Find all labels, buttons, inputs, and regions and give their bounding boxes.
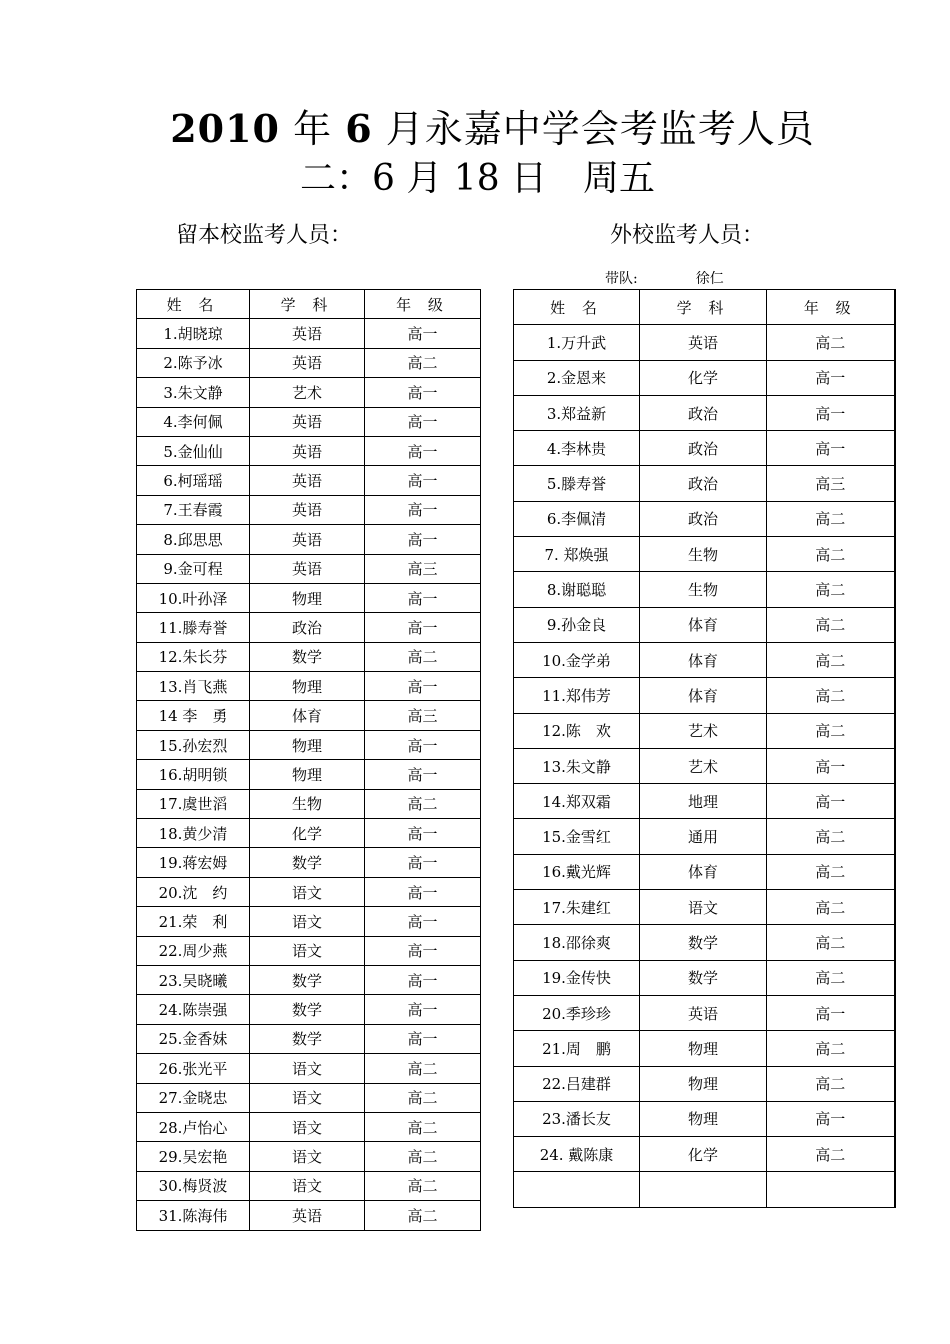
grade-cell: 高一 [767, 360, 895, 395]
team-leader-label: 带队: [605, 271, 638, 287]
subject-cell: 英语 [250, 319, 365, 348]
name-cell: 22.周少燕 [137, 936, 250, 965]
table-row [514, 854, 895, 889]
table-row [514, 1101, 895, 1136]
table-row [137, 378, 481, 407]
grade-cell: 高二 [767, 572, 895, 607]
name-cell: 6.柯瑶瑶 [137, 466, 250, 495]
grade-cell: 高二 [365, 1054, 481, 1083]
subject-cell: 英语 [250, 348, 365, 377]
grade-cell: 高二 [767, 325, 895, 360]
table-row [514, 466, 895, 501]
subject-cell: 英语 [640, 995, 767, 1030]
subject-cell: 数学 [250, 995, 365, 1024]
name-cell: 12.陈 欢 [514, 713, 640, 748]
grade-cell: 高一 [767, 748, 895, 783]
name-cell: 2.陈予冰 [137, 348, 250, 377]
column-header: 姓 名 [514, 290, 640, 325]
subject-cell: 生物 [640, 537, 767, 572]
subject-cell: 语文 [250, 877, 365, 906]
column-header: 年 级 [767, 290, 895, 325]
name-cell: 17.朱建红 [514, 890, 640, 925]
table-row [137, 554, 481, 583]
table-row [137, 436, 481, 465]
name-cell: 3.朱文静 [137, 378, 250, 407]
subject-cell: 数学 [250, 1024, 365, 1053]
subject-cell: 政治 [640, 431, 767, 466]
table-row [137, 525, 481, 554]
grade-cell: 高二 [767, 713, 895, 748]
subject-cell: 数学 [250, 848, 365, 877]
title-part1: 年 [293, 107, 333, 151]
table-row [137, 495, 481, 524]
name-cell: 10.叶孙泽 [137, 583, 250, 612]
name-cell: 26.张光平 [137, 1054, 250, 1083]
grade-cell: 高二 [767, 1137, 895, 1172]
name-cell: 10.金学弟 [514, 642, 640, 677]
grade-cell: 高二 [767, 819, 895, 854]
grade-cell: 高一 [365, 613, 481, 642]
subject-cell: 体育 [250, 701, 365, 730]
table-row [514, 642, 895, 677]
title-month: 6 [345, 106, 373, 151]
table-row [137, 672, 481, 701]
name-cell: 22.吕建群 [514, 1066, 640, 1101]
local-proctors-table [136, 289, 481, 1231]
grade-cell: 高二 [767, 642, 895, 677]
grade-cell: 高二 [365, 642, 481, 671]
subject-cell: 生物 [250, 789, 365, 818]
name-cell: 9.金可程 [137, 554, 250, 583]
column-header: 年 级 [365, 290, 481, 319]
grade-cell: 高一 [365, 936, 481, 965]
table-row [514, 431, 895, 466]
subject-cell: 物理 [640, 1031, 767, 1066]
name-cell: 21.荣 利 [137, 907, 250, 936]
grade-cell: 高三 [365, 701, 481, 730]
subject-cell: 英语 [250, 466, 365, 495]
title-part2: 月永嘉中学会考监考人员 [385, 107, 815, 151]
subject-cell: 数学 [250, 642, 365, 671]
table-row [514, 607, 895, 642]
name-cell: 23.潘长友 [514, 1101, 640, 1136]
grade-cell: 高一 [365, 965, 481, 994]
subject-cell: 政治 [640, 466, 767, 501]
column-header: 学 科 [250, 290, 365, 319]
table-row [137, 613, 481, 642]
table-row [514, 1031, 895, 1066]
table-row [514, 995, 895, 1030]
grade-cell: 高二 [767, 607, 895, 642]
table-row [137, 1024, 481, 1053]
table-row [514, 819, 895, 854]
table-row [137, 583, 481, 612]
subject-cell: 语文 [250, 1112, 365, 1141]
grade-cell: 高一 [365, 1024, 481, 1053]
table-row [137, 348, 481, 377]
name-cell: 4.李何佩 [137, 407, 250, 436]
table-row [137, 1054, 481, 1083]
subject-cell: 化学 [640, 360, 767, 395]
team-leader [605, 268, 724, 288]
table-row [137, 1112, 481, 1141]
table-row [137, 995, 481, 1024]
grade-cell: 高二 [365, 348, 481, 377]
grade-cell: 高二 [365, 1201, 481, 1230]
grade-cell: 高二 [767, 1031, 895, 1066]
name-cell: 15.孙宏烈 [137, 730, 250, 759]
name-cell: 9.孙金良 [514, 607, 640, 642]
column-header: 姓 名 [137, 290, 250, 319]
subject-cell: 英语 [250, 525, 365, 554]
table-row [514, 1172, 895, 1207]
table-row [514, 395, 895, 430]
grade-cell: 高一 [365, 466, 481, 495]
table-header-row [514, 290, 895, 325]
grade-cell: 高一 [365, 819, 481, 848]
grade-cell: 高一 [767, 784, 895, 819]
subject-cell: 政治 [640, 395, 767, 430]
subject-cell: 体育 [640, 678, 767, 713]
subject-cell: 数学 [250, 965, 365, 994]
name-cell: 7. 郑焕强 [514, 537, 640, 572]
subject-cell: 语文 [250, 1142, 365, 1171]
grade-cell: 高三 [767, 466, 895, 501]
name-cell: 21.周 鹏 [514, 1031, 640, 1066]
subject-cell: 地理 [640, 784, 767, 819]
table-row [137, 407, 481, 436]
table-row [514, 925, 895, 960]
subject-cell: 数学 [640, 925, 767, 960]
table-row [137, 1171, 481, 1200]
grade-cell: 高二 [767, 501, 895, 536]
name-cell: 18.黄少清 [137, 819, 250, 848]
table-row [514, 325, 895, 360]
name-cell: 11.滕寿誉 [137, 613, 250, 642]
name-cell: 1.万升武 [514, 325, 640, 360]
subject-cell: 体育 [640, 642, 767, 677]
name-cell: 4.李林贵 [514, 431, 640, 466]
grade-cell: 高二 [767, 925, 895, 960]
grade-cell: 高一 [767, 995, 895, 1030]
subject-cell: 艺术 [640, 748, 767, 783]
subject-cell: 物理 [250, 672, 365, 701]
table-row [514, 678, 895, 713]
subject-cell: 英语 [250, 1201, 365, 1230]
grade-cell: 高一 [365, 436, 481, 465]
name-cell: 19.蒋宏姆 [137, 848, 250, 877]
external-proctors-heading: 外校监考人员： [610, 223, 765, 248]
subject-cell: 艺术 [250, 378, 365, 407]
subject-cell: 化学 [250, 819, 365, 848]
name-cell: 13.朱文静 [514, 748, 640, 783]
name-cell: 8.邱思思 [137, 525, 250, 554]
subject-cell: 政治 [250, 613, 365, 642]
subject-cell: 体育 [640, 854, 767, 889]
name-cell: 31.陈海伟 [137, 1201, 250, 1230]
grade-cell: 高一 [365, 995, 481, 1024]
table-row [137, 730, 481, 759]
subject-cell: 英语 [250, 436, 365, 465]
grade-cell: 高二 [365, 1142, 481, 1171]
subject-cell: 艺术 [640, 713, 767, 748]
name-cell: 27.金晓忠 [137, 1083, 250, 1112]
name-cell: 6.李佩清 [514, 501, 640, 536]
subject-cell: 英语 [640, 325, 767, 360]
table-row [137, 701, 481, 730]
grade-cell: 高一 [767, 395, 895, 430]
grade-cell: 高二 [767, 1066, 895, 1101]
grade-cell: 高二 [365, 1171, 481, 1200]
subject-cell: 语文 [250, 907, 365, 936]
table-row [514, 360, 895, 395]
name-cell: 14.郑双霜 [514, 784, 640, 819]
table-row [514, 1137, 895, 1172]
table-header-row [137, 290, 481, 319]
name-cell: 3.郑益新 [514, 395, 640, 430]
table-row [137, 1142, 481, 1171]
name-cell: 7.王春霞 [137, 495, 250, 524]
name-cell: 19.金传快 [514, 960, 640, 995]
name-cell: 18.邵徐爽 [514, 925, 640, 960]
table-row [514, 890, 895, 925]
grade-cell: 高一 [767, 1101, 895, 1136]
subject-cell: 物理 [250, 583, 365, 612]
grade-cell: 高一 [365, 877, 481, 906]
table-row [137, 819, 481, 848]
subject-cell: 物理 [640, 1101, 767, 1136]
subject-cell: 物理 [640, 1066, 767, 1101]
title-year: 2010 [170, 106, 280, 151]
subject-cell: 英语 [250, 554, 365, 583]
subject-cell: 数学 [640, 960, 767, 995]
subject-cell: 语文 [250, 936, 365, 965]
grade-cell: 高二 [767, 960, 895, 995]
grade-cell: 高一 [365, 378, 481, 407]
page-subtitle: 二：6 月 18 日 周五 [300, 158, 656, 199]
name-cell: 15.金雪红 [514, 819, 640, 854]
table-row [137, 642, 481, 671]
name-cell [514, 1172, 640, 1207]
name-cell: 28.卢怡心 [137, 1112, 250, 1141]
table-row [137, 466, 481, 495]
name-cell: 23.吴晓曦 [137, 965, 250, 994]
name-cell: 16.戴光辉 [514, 854, 640, 889]
grade-cell: 高二 [365, 1112, 481, 1141]
table-row [137, 965, 481, 994]
table-row [514, 748, 895, 783]
subject-cell: 英语 [250, 495, 365, 524]
grade-cell: 高一 [365, 907, 481, 936]
name-cell: 2.金恩来 [514, 360, 640, 395]
local-proctors-heading: 留本校监考人员： [176, 223, 353, 248]
table-row [137, 877, 481, 906]
name-cell: 24. 戴陈康 [514, 1137, 640, 1172]
table-row [514, 713, 895, 748]
subject-cell: 体育 [640, 607, 767, 642]
table-row [137, 1201, 481, 1230]
grade-cell: 高二 [767, 537, 895, 572]
table-row [137, 760, 481, 789]
grade-cell: 高一 [365, 319, 481, 348]
name-cell: 20.沈 约 [137, 877, 250, 906]
name-cell: 24.陈崇强 [137, 995, 250, 1024]
table-row [514, 572, 895, 607]
grade-cell: 高二 [767, 890, 895, 925]
table-row [514, 784, 895, 819]
grade-cell: 高一 [365, 730, 481, 759]
grade-cell: 高一 [365, 407, 481, 436]
table-row [137, 936, 481, 965]
name-cell: 11.郑伟芳 [514, 678, 640, 713]
grade-cell: 高一 [365, 760, 481, 789]
grade-cell: 高一 [365, 848, 481, 877]
table-row [514, 960, 895, 995]
name-cell: 1.胡晓琼 [137, 319, 250, 348]
grade-cell: 高一 [767, 431, 895, 466]
subject-cell: 化学 [640, 1137, 767, 1172]
name-cell: 12.朱长芬 [137, 642, 250, 671]
name-cell: 29.吴宏艳 [137, 1142, 250, 1171]
subject-cell: 物理 [250, 760, 365, 789]
grade-cell: 高二 [365, 1083, 481, 1112]
name-cell: 17.虞世滔 [137, 789, 250, 818]
grade-cell: 高一 [365, 525, 481, 554]
name-cell: 5.金仙仙 [137, 436, 250, 465]
name-cell: 13.肖飞燕 [137, 672, 250, 701]
team-leader-name: 徐仁 [695, 271, 724, 287]
subject-cell: 语文 [250, 1054, 365, 1083]
page-title [0, 98, 950, 153]
table-row [514, 1066, 895, 1101]
grade-cell: 高二 [767, 678, 895, 713]
table-row [514, 501, 895, 536]
grade-cell: 高一 [365, 672, 481, 701]
table-row [137, 907, 481, 936]
subject-cell: 语文 [250, 1171, 365, 1200]
grade-cell: 高三 [365, 554, 481, 583]
table-row [137, 1083, 481, 1112]
grade-cell [767, 1172, 895, 1207]
subject-cell [640, 1172, 767, 1207]
name-cell: 20.季珍珍 [514, 995, 640, 1030]
grade-cell: 高二 [767, 854, 895, 889]
subject-cell: 政治 [640, 501, 767, 536]
table-row [137, 319, 481, 348]
subject-cell: 语文 [250, 1083, 365, 1112]
table-row [137, 848, 481, 877]
subject-cell: 通用 [640, 819, 767, 854]
subject-cell: 英语 [250, 407, 365, 436]
table-row [137, 789, 481, 818]
name-cell: 16.胡明锁 [137, 760, 250, 789]
subject-cell: 物理 [250, 730, 365, 759]
grade-cell: 高一 [365, 495, 481, 524]
name-cell: 8.谢聪聪 [514, 572, 640, 607]
subject-cell: 生物 [640, 572, 767, 607]
name-cell: 25.金香妹 [137, 1024, 250, 1053]
column-header: 学 科 [640, 290, 767, 325]
subject-cell: 语文 [640, 890, 767, 925]
external-proctors-table [513, 289, 896, 1208]
grade-cell: 高一 [365, 583, 481, 612]
name-cell: 5.滕寿誉 [514, 466, 640, 501]
grade-cell: 高二 [365, 789, 481, 818]
table-row [514, 537, 895, 572]
name-cell: 14 李 勇 [137, 701, 250, 730]
name-cell: 30.梅贤波 [137, 1171, 250, 1200]
